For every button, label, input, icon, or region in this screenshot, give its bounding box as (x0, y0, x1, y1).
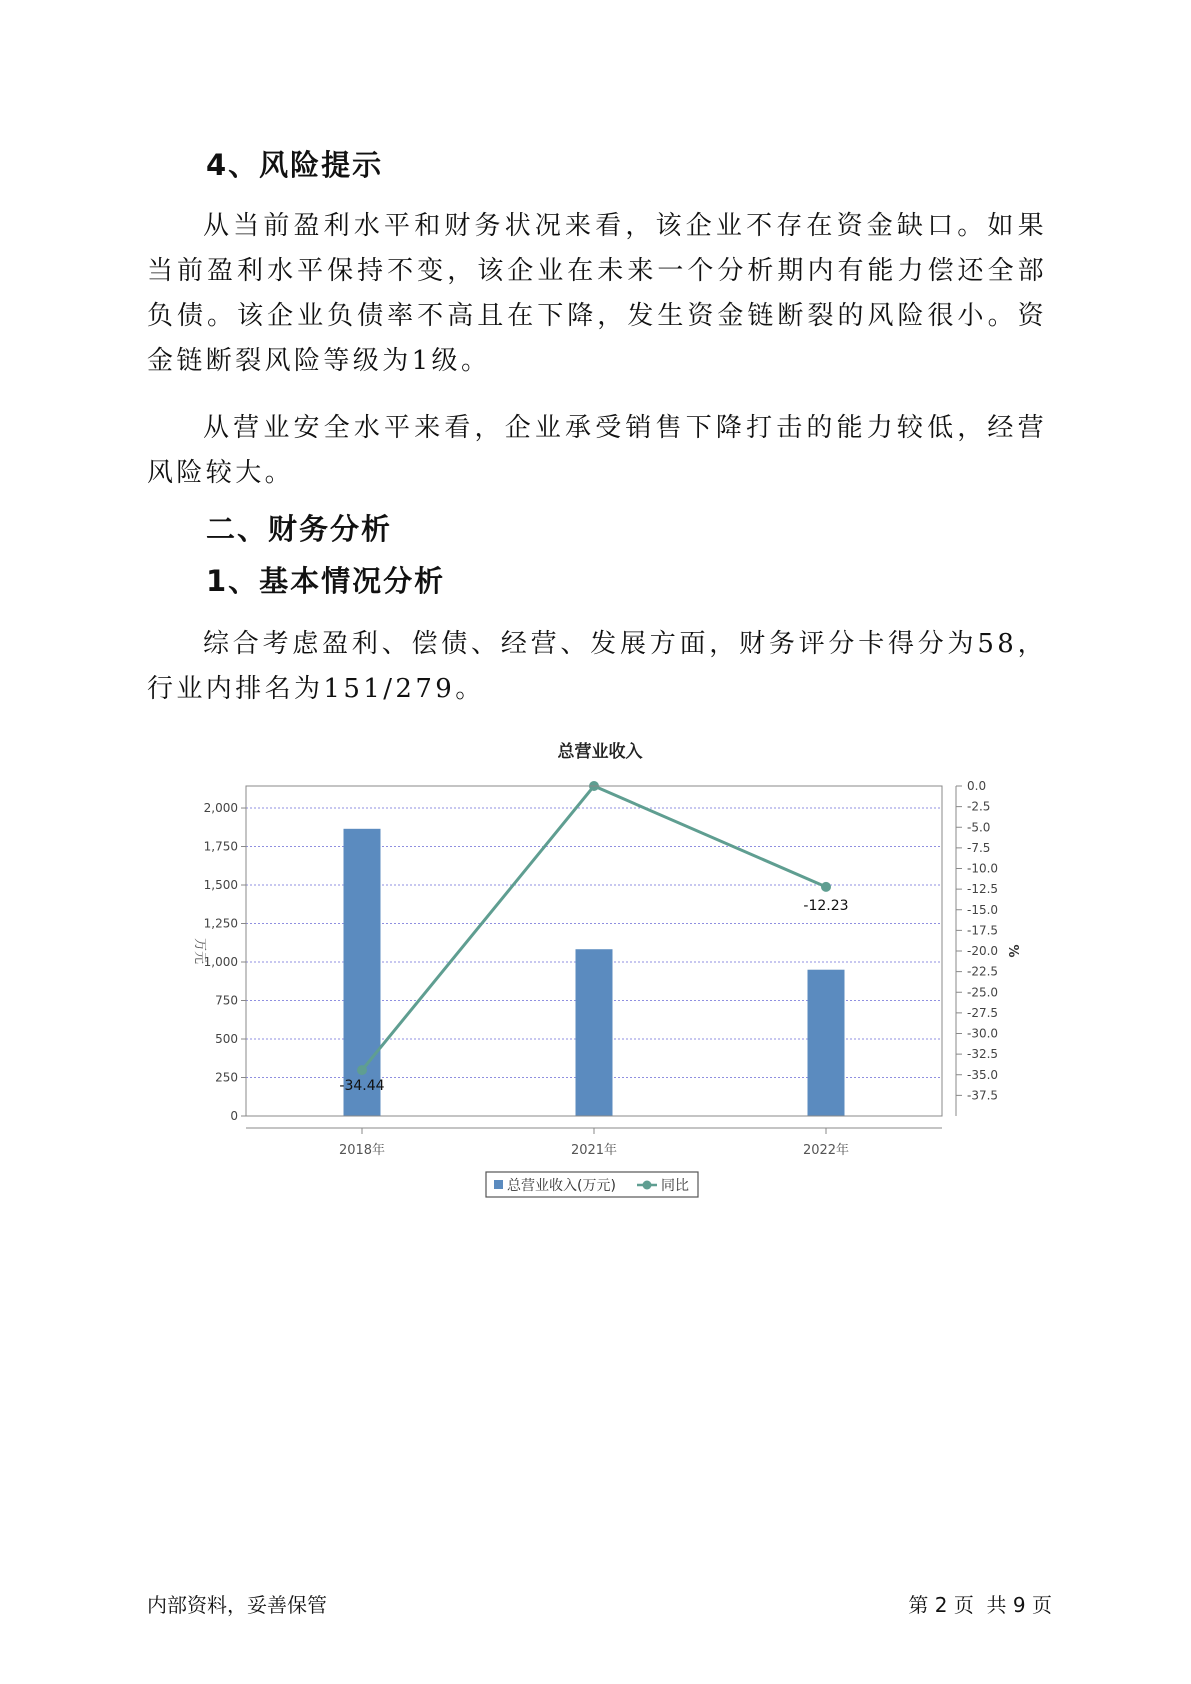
right-tick-label: 0.0 (967, 779, 987, 793)
section-heading-financial: 二、财务分析 (206, 512, 393, 546)
chart-legend (486, 1172, 698, 1197)
bar-2 (808, 970, 845, 1116)
footer-confidential: 内部资料，妥善保管 (147, 1593, 327, 1617)
chart-bars (344, 829, 845, 1116)
left-tick-label: 0 (230, 1109, 238, 1123)
y-axis-label: 万元 (192, 937, 207, 965)
legend-line-label: 同比 (661, 1178, 689, 1194)
left-tick-label: 1,250 (203, 916, 238, 931)
right-tick-label: -22.5 (967, 964, 999, 979)
right-tick-label: -25.0 (967, 985, 999, 1000)
yoy-data-label-0: -34.44 (339, 1078, 385, 1095)
right-tick-label: -12.5 (967, 882, 999, 897)
left-tick-label: 1,750 (203, 839, 238, 854)
x-tick-label: 2021年 (570, 1143, 618, 1158)
chart-title: 总营业收入 (557, 742, 643, 762)
risk-paragraph-2: 从营业安全水平来看，企业承受销售下降打击的能力较低，经营风险较大。 (147, 413, 1047, 488)
y-axis-right-label: % (1005, 944, 1020, 958)
right-axis-ticks (956, 779, 998, 1102)
right-tick-label: -27.5 (967, 1005, 999, 1020)
left-tick-label: 1,000 (203, 955, 238, 970)
yoy-point-0 (357, 1065, 367, 1075)
yoy-data-label-2: -12.23 (803, 897, 849, 914)
right-tick-label: -37.5 (967, 1088, 999, 1103)
yoy-point-2 (821, 882, 831, 892)
legend-bar-label: 总营业收入(万元) (507, 1178, 616, 1194)
left-tick-label: 250 (215, 1070, 238, 1085)
right-tick-label: -7.5 (967, 840, 991, 855)
left-tick-label: 500 (215, 1032, 238, 1047)
section-heading-risk: 4、风险提示 (206, 148, 384, 182)
x-axis-ticks (339, 1128, 849, 1158)
x-tick-label: 2018年 (338, 1143, 386, 1158)
right-tick-label: -17.5 (967, 923, 999, 938)
left-tick-label: 750 (215, 993, 238, 1008)
basic-analysis-paragraph: 综合考虑盈利、偿债、经营、发展方面，财务评分卡得分为58，行业内排名为151/279。 (147, 629, 1047, 704)
revenue-chart (160, 730, 1040, 1200)
right-tick-label: -15.0 (967, 902, 999, 917)
x-tick-label: 2022年 (802, 1143, 850, 1158)
right-tick-label: -32.5 (967, 1047, 999, 1062)
right-tick-label: -20.0 (967, 944, 999, 958)
legend-line-marker (643, 1181, 652, 1190)
left-tick-label: 1,500 (203, 878, 238, 893)
right-tick-label: -35.0 (967, 1067, 999, 1082)
legend-bar-swatch (494, 1180, 503, 1189)
bar-1 (576, 949, 613, 1116)
footer-page-number: 第 2 页 共 9 页 (908, 1593, 1052, 1617)
left-axis-ticks (204, 801, 246, 1123)
left-tick-label: 2,000 (203, 801, 238, 816)
right-tick-label: -30.0 (967, 1026, 999, 1041)
right-tick-label: -10.0 (967, 861, 999, 876)
subsection-heading-basic: 1、基本情况分析 (206, 564, 446, 598)
risk-paragraph-1: 从当前盈利水平和财务状况来看，该企业不存在资金缺口。如果当前盈利水平保持不变，该企业在未来一个分析期内有能力偿还全部负债。该企业负债率不高且在下降，发生资金链断裂的风险很小。资金链断裂风险等级为1级。 (147, 211, 1047, 376)
right-tick-label: -5.0 (967, 820, 991, 835)
right-tick-label: -2.5 (967, 799, 991, 814)
